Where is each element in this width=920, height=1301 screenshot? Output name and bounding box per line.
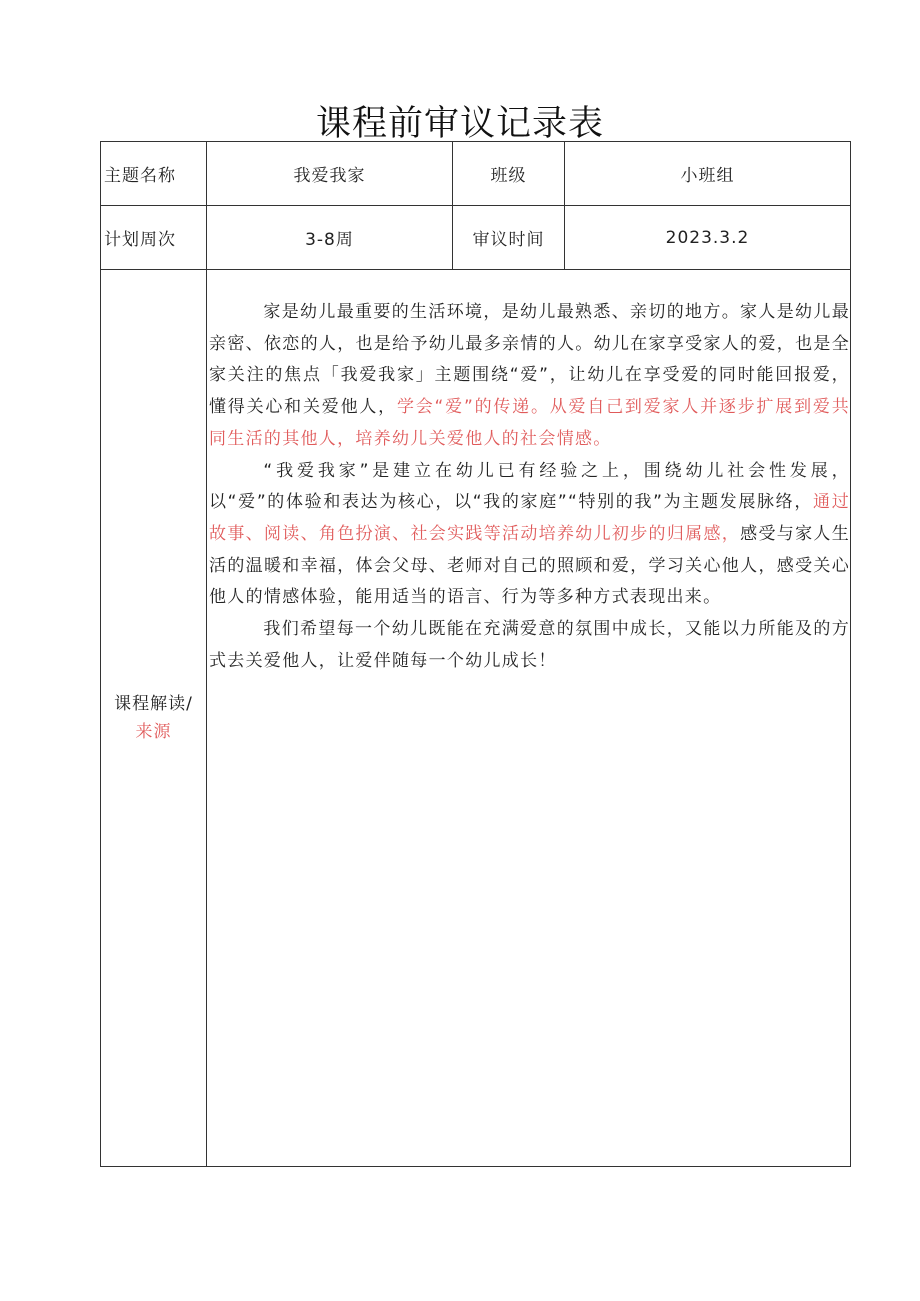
reading-paragraph-2 [209,456,850,615]
table-row-theme [101,142,851,206]
course-reading-label-source: 来源 [135,722,172,742]
table-row-reading [101,270,851,1167]
reading-paragraph-1 [209,297,850,456]
page-title: 课程前审议记录表 [315,104,604,144]
review-record-table [100,141,851,1167]
course-reading-label-main: 课程解读/ [114,694,193,714]
plan-week-value: 3-8周 [207,206,453,270]
reading-p1-highlight: 学会“爱”的传递。从爱自己到爱家人并逐步扩展到爱共同生活的其他人，培养幼儿关爱他人的社会情感。 [209,397,850,449]
class-label: 班级 [453,142,565,206]
course-reading-content [207,270,851,1167]
theme-name-label: 主题名称 [101,142,207,206]
reading-p2-text: “我爱我家”是建立在幼儿已有经验之上，围绕幼儿社会性发展，以“爱”的体验和表达为核心，以“我的家庭”“特别的我”为主题发展脉络， [209,460,850,513]
review-time-label: 审议时间 [453,206,565,270]
reading-p1-text: 家是幼儿最重要的生活环境，是幼儿最熟悉、亲切的地方。家人是幼儿最亲密、依恋的人，也是给予幼儿最多亲情的人。幼儿在家享受家人的爱，也是全家关注的焦点「我爱我家」主题围绕“爱”，让幼儿在享受爱的同时能回报爱，懂得关心和关爱他人， [209,302,850,418]
reading-p2-text-end: 感受与家人生活的温暖和幸福，体会父母、老师对自己的照顾和爱，学习关心他人，感受关心他人的情感体验，能用适当的语言、行为等多种方式表现出来。 [209,523,850,608]
class-value: 小班组 [565,142,851,206]
reading-paragraph-3: 我们希望每一个幼儿既能在充满爱意的氛围中成长，又能以力所能及的方式去关爱他人，让爱伴随每一个幼儿成长！ [209,619,850,671]
theme-name-value: 我爱我家 [207,142,453,206]
reading-p2-highlight: 通过故事、阅读、角色扮演、社会实践等活动培养幼儿初步的归属感， [209,492,850,544]
plan-week-label: 计划周次 [101,206,207,270]
course-reading-label [101,270,207,1167]
table-row-schedule [101,206,851,270]
review-time-value: 2023.3.2 [565,206,851,270]
